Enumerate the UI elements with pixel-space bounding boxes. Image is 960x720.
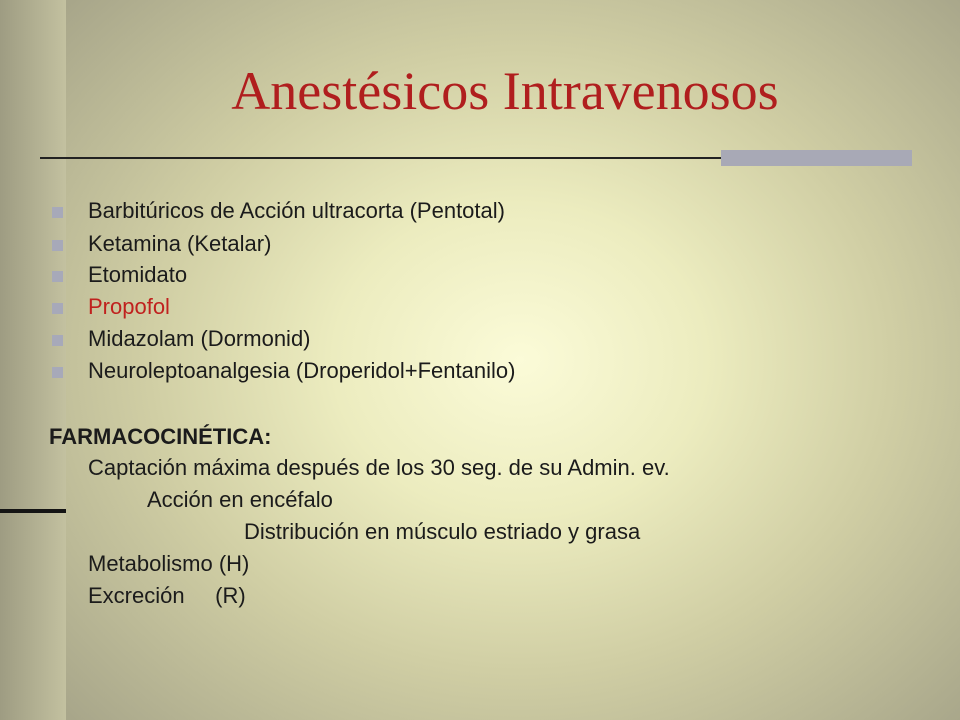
bullet-item-highlighted bbox=[88, 294, 170, 320]
bullet-text: Neuroleptoanalgesia (Droperidol+Fentanilo) bbox=[88, 358, 516, 383]
bullet-text: Etomidato bbox=[88, 262, 188, 287]
pk-line-accion: Acción en encéfalo bbox=[147, 487, 333, 512]
title-underline-accent bbox=[721, 150, 912, 166]
bullet-text: Midazolam (Dormonid) bbox=[88, 326, 311, 351]
slide-title: Anestésicos Intravenosos bbox=[231, 61, 779, 121]
pk-line-captacion: Captación máxima después de los 30 seg. de su Admin. ev. bbox=[88, 455, 670, 480]
bullet-square-icon bbox=[52, 367, 63, 378]
bullet-item bbox=[88, 326, 311, 352]
bullet-text: Propofol bbox=[88, 294, 170, 319]
bullet-text: Barbitúricos de Acción ultracorta (Pentotal) bbox=[88, 198, 505, 223]
bullet-item bbox=[88, 198, 505, 224]
bullet-square-icon bbox=[52, 240, 63, 251]
pk-line-excrecion: Excreción (R) bbox=[88, 583, 246, 608]
bullet-item bbox=[88, 231, 271, 257]
left-accent-bar bbox=[0, 509, 66, 513]
bullet-item bbox=[88, 262, 187, 288]
bullet-square-icon bbox=[52, 207, 63, 218]
pk-line-distribucion: Distribución en músculo estriado y grasa bbox=[244, 519, 641, 544]
section-heading: FARMACOCINÉTICA: bbox=[49, 424, 272, 449]
bullet-text: Ketamina (Ketalar) bbox=[88, 231, 272, 256]
bullet-item bbox=[88, 358, 515, 384]
bullet-square-icon bbox=[52, 271, 63, 282]
bullet-square-icon bbox=[52, 303, 63, 314]
pk-line-metabolismo: Metabolismo (H) bbox=[88, 551, 250, 576]
bullet-square-icon bbox=[52, 335, 63, 346]
